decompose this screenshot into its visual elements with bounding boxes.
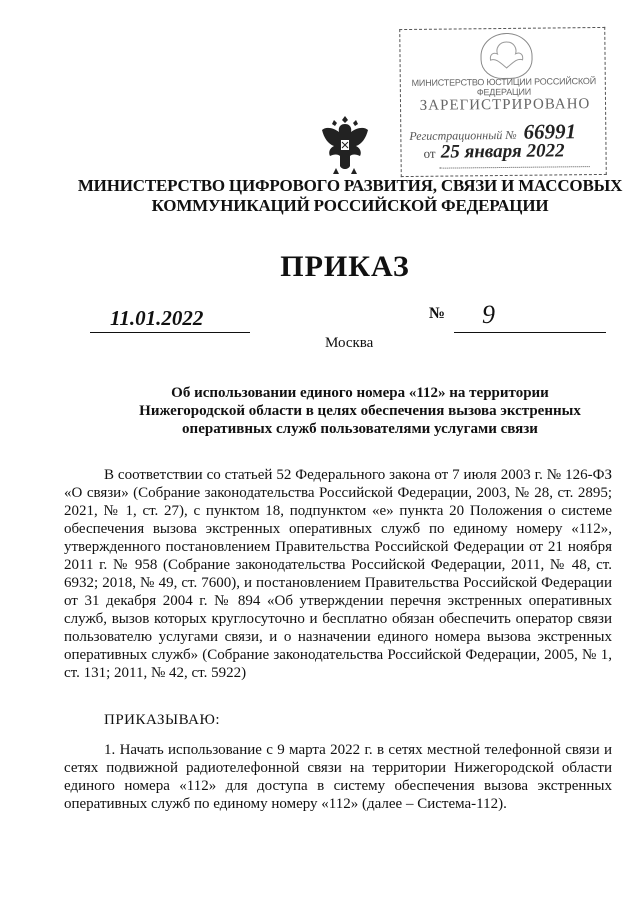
- subject-line-2: Нижегородской области в целях обеспечения вызова экстренных: [139, 403, 581, 419]
- stamp-registered-label: ЗАРЕГИСТРИРОВАНО: [419, 96, 591, 114]
- stamp-date-line: [423, 140, 603, 164]
- stamp-date-underline: [440, 166, 590, 169]
- registration-stamp: [399, 27, 607, 177]
- order-number-line: [454, 300, 606, 333]
- ministry-header: [60, 176, 640, 216]
- stamp-date-prefix: от: [423, 145, 436, 161]
- order-word: ПРИКАЗЫВАЮ:: [104, 712, 221, 728]
- preamble-paragraph: В соответствии со статьей 52 Федерального закона от 7 июля 2003 г. № 126-ФЗ «О связи» (Собрание законодательства Российской Федерации, 2003, № 28, ст. 2895; 2021, № 1, ст. 27), с пунктом 18, подпунктом «е» пункта 20 Положения о системе обеспечения вызова экстренных оперативных служб по единому номеру «112», утвержденного постановлением Правительства Российской Федерации от 21 ноября 2011 г. № 958 (Собрание законодательства Российской Федерации, 2011, № 48, ст. 6932; 2018, № 49, ст. 7600), и постановлением Правительства Российской Федерации от 31 декабря 2004 г. № 894 «Об утверждении перечня экстренных оперативных служб, вызов которых круглосуточно и бесплатно обязан обеспечить оператор связи пользователю услугами связи, и о назначении единого номера вызова экстренных оперативных служб» (Собрание законодательства Российской Федерации, 2005, № 1, ст. 131; 2011, № 42, ст. 5922): [64, 467, 612, 681]
- point-1-paragraph: 1. Начать использование с 9 марта 2022 г. в сетях местной телефонной связи и сетях подвижной радиотелефонной связи на территории Нижегородской области единого номера «112» для доступа в систему обеспечения вызова экстренных оперативных служб по единому номеру «112» (далее – Система-112).: [64, 742, 612, 812]
- ministry-line-1: МИНИСТЕРСТВО ЦИФРОВОГО РАЗВИТИЯ, СВЯЗИ И МАССОВЫХ: [77, 176, 623, 195]
- order-subject: [110, 384, 610, 438]
- order-number: 9: [482, 300, 495, 329]
- order-date-line: [90, 306, 250, 333]
- stamp-ministry-text: МИНИСТЕРСТВО ЮСТИЦИИ РОССИЙСКОЙ ФЕДЕРАЦИИ: [411, 76, 597, 98]
- russian-coat-of-arms-icon: [318, 112, 372, 176]
- document-type-title: ПРИКАЗ: [280, 250, 410, 283]
- subject-line-1: Об использовании единого номера «112» на территории: [171, 385, 549, 401]
- stamp-emblem-icon: [480, 33, 532, 80]
- stamp-reg-number-label: Регистрационный №: [409, 127, 517, 143]
- city-label: Москва: [325, 335, 374, 351]
- ministry-line-2: КОММУНИКАЦИЙ РОССИЙСКОЙ ФЕДЕРАЦИИ: [151, 196, 549, 215]
- stamp-date-value: 25 января 2022: [440, 140, 565, 163]
- stamp-reg-number: 66991: [523, 119, 577, 144]
- subject-line-3: оперативных служб пользователями услугами связи: [182, 421, 538, 437]
- order-number-label: №: [429, 305, 446, 322]
- order-date: 11.01.2022: [110, 306, 204, 330]
